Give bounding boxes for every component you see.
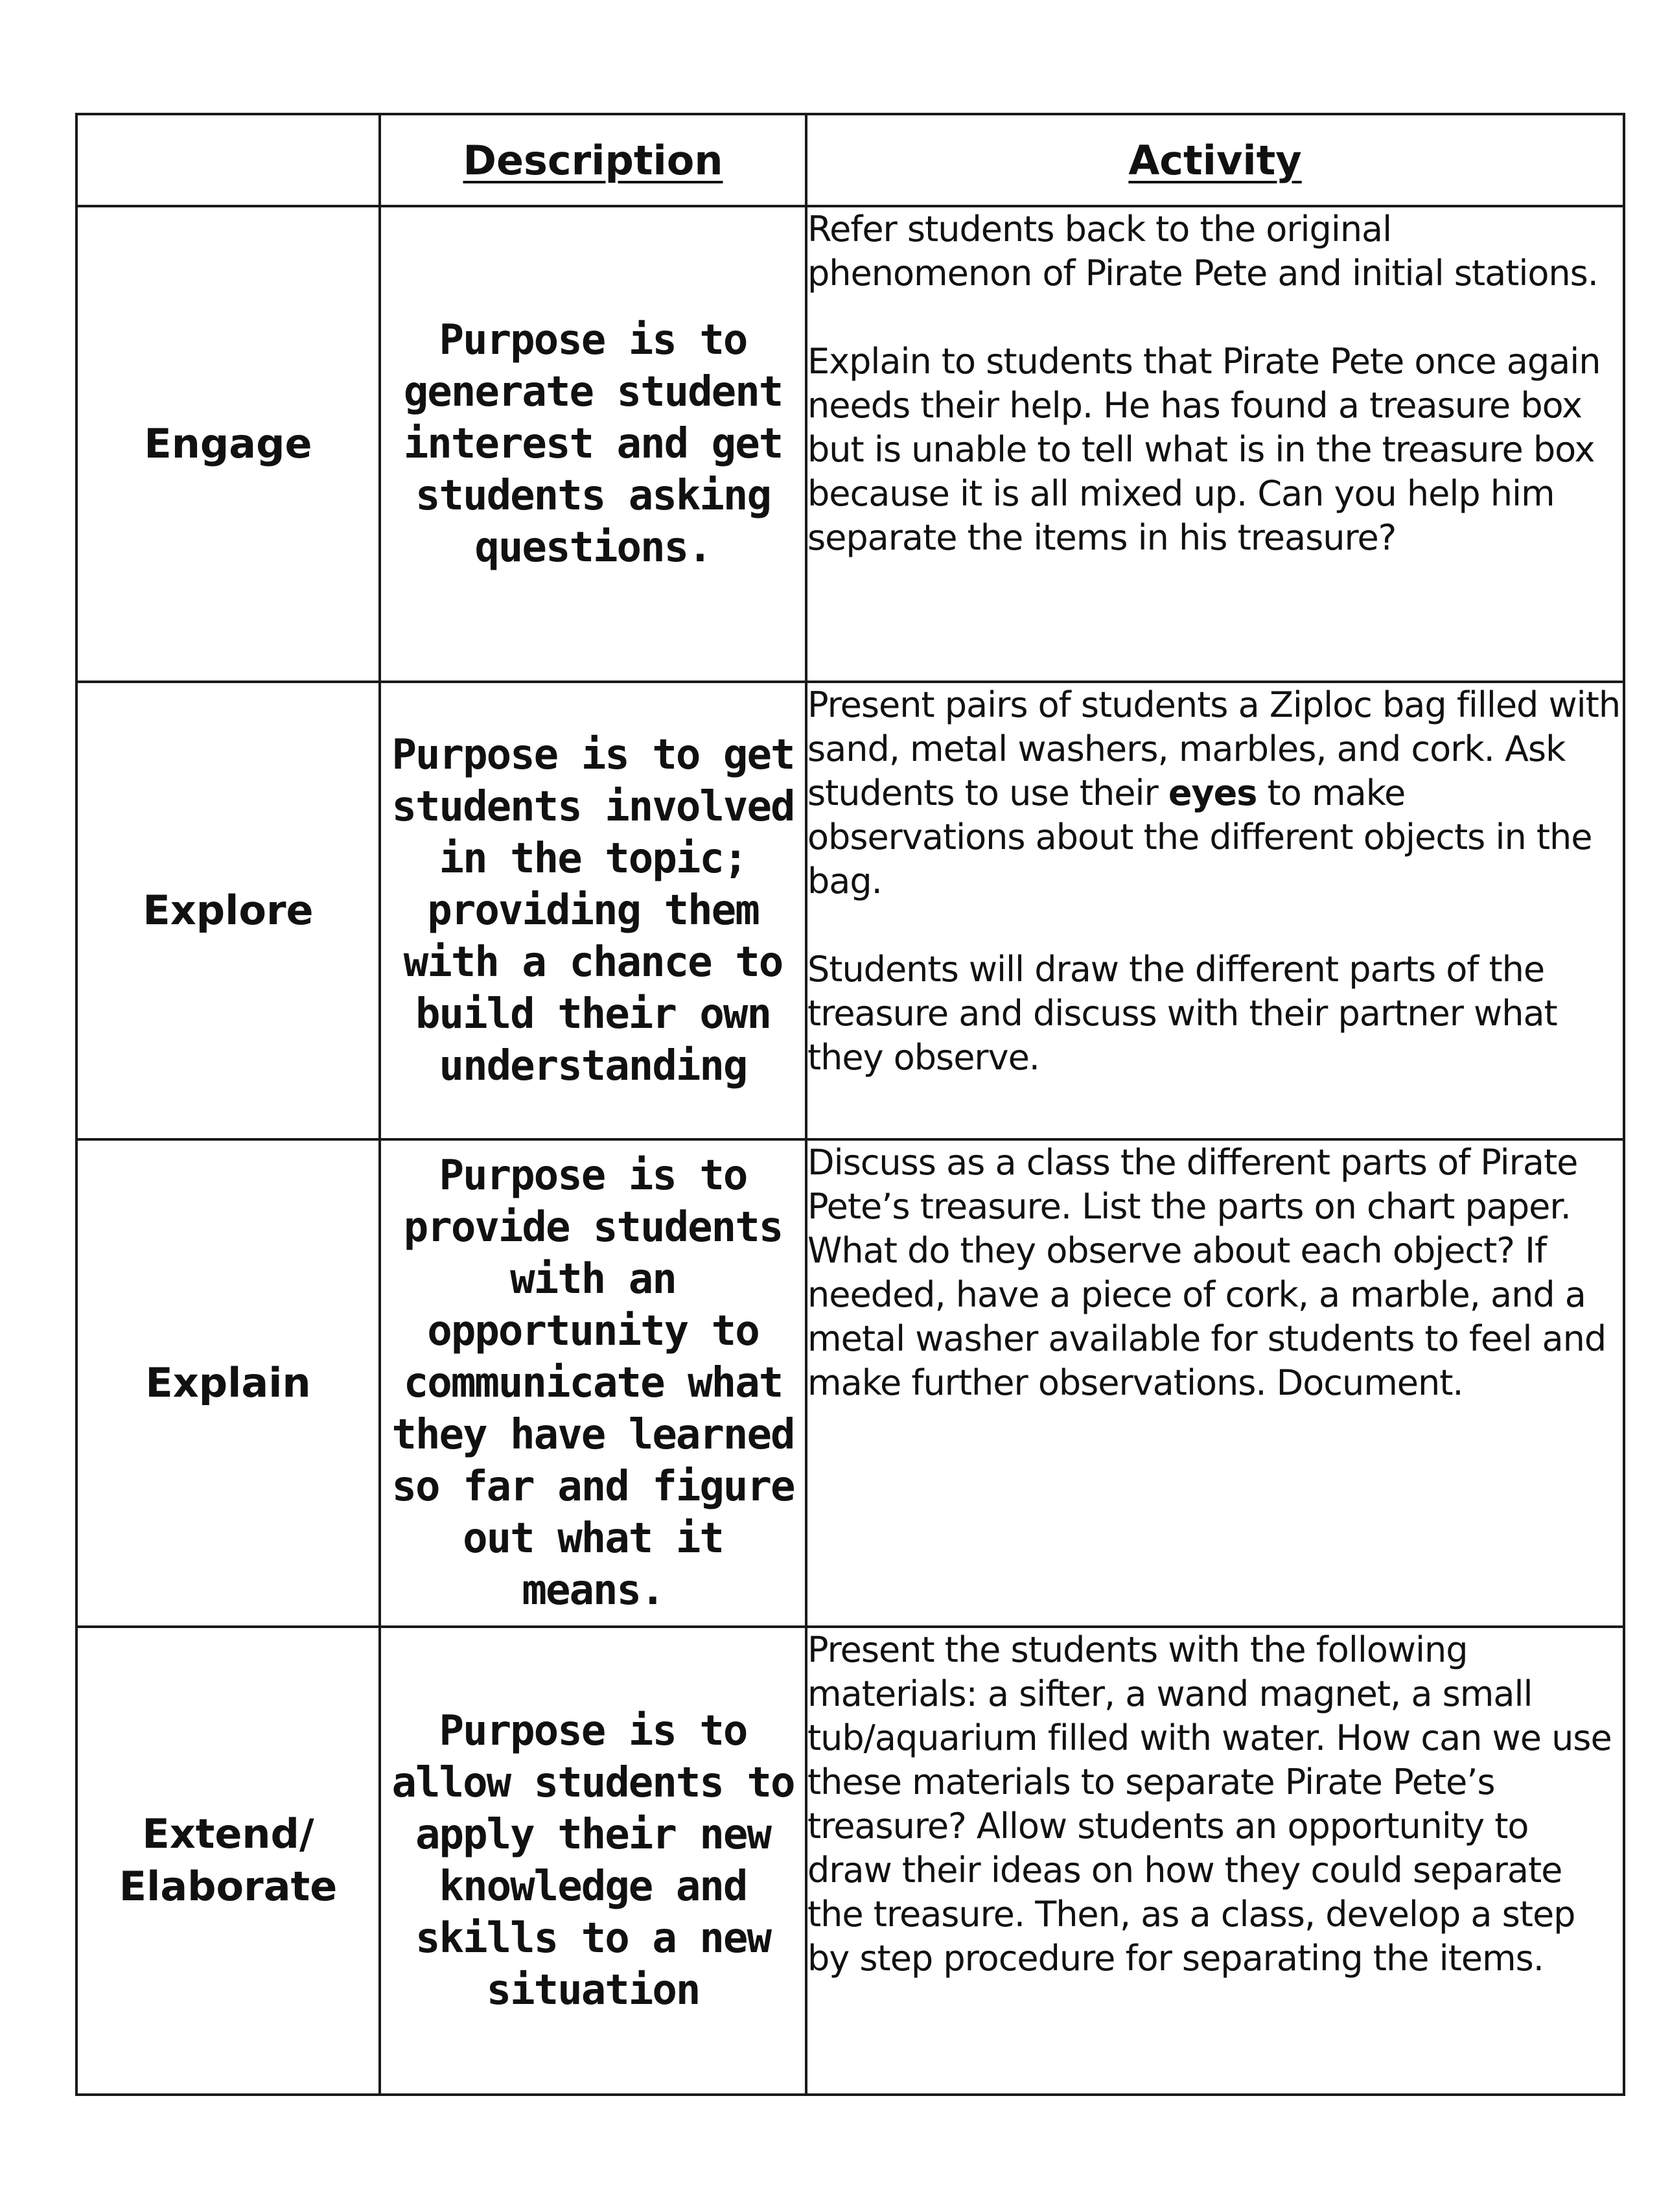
- table-row-explain: [76, 1139, 1624, 1627]
- activity-cell: [806, 1627, 1624, 2095]
- table-row-extend-elaborate: [76, 1627, 1624, 2095]
- activity-paragraph: [807, 683, 1623, 903]
- header-description: Description: [380, 114, 806, 206]
- description-cell: Purpose is to get students involved in the topic; providing them with a chance to build their own understanding: [380, 682, 806, 1139]
- emphasis-eyes: eyes: [1168, 773, 1257, 813]
- activity-paragraph: Explain to students that Pirate Pete once again needs their help. He has found a treasure box but is unable to tell what is in the treasure box because it is all mixed up. Can you help him separate the items in his treasure?: [807, 341, 1601, 558]
- header-row: [76, 114, 1624, 206]
- activity-text: Present pairs of students a Ziploc bag filled with sand, metal washers, marbles, and cork. Ask students to use their: [807, 684, 1621, 813]
- activity-text: to make observations about the different objects in the bag.: [807, 773, 1592, 902]
- activity-paragraph: Refer students back to the original phenomenon of Pirate Pete and initial stations.: [807, 209, 1598, 294]
- description-cell: Purpose is to provide students with an opportunity to communicate what they have learned so far and figure out what it means.: [380, 1139, 806, 1627]
- activity-paragraph: Students will draw the different parts of the treasure and discuss with their partner what they observe.: [807, 949, 1557, 1078]
- activity-cell: [806, 1139, 1624, 1627]
- table-row-engage: [76, 206, 1624, 682]
- table-row-explore: [76, 682, 1624, 1139]
- phase-label: Extend/ Elaborate: [76, 1627, 380, 2095]
- header-activity: Activity: [806, 114, 1624, 206]
- activity-paragraph: Discuss as a class the different parts of Pirate Pete’s treasure. List the parts on chart paper. What do they observe about each object? If needed, have a piece of cork, a marble, and a metal washer available for students to feel and make further observations. Document.: [807, 1142, 1607, 1403]
- phase-label: Explain: [76, 1139, 380, 1627]
- header-blank-cell: [76, 114, 380, 206]
- activity-cell: [806, 206, 1624, 682]
- activity-cell: [806, 682, 1624, 1139]
- phase-label: Engage: [76, 206, 380, 682]
- phase-label: Explore: [76, 682, 380, 1139]
- description-cell: Purpose is to generate student interest and get students asking questions.: [380, 206, 806, 682]
- activity-paragraph: Present the students with the following materials: a sifter, a wand magnet, a small tub/aquarium filled with water. How can we use these materials to separate Pirate Pete’s treasure? Allow students an opportunity to draw their ideas on how they could separate the treasure. Then, as a class, develop a step by step procedure for separating the items.: [807, 1629, 1612, 1979]
- lesson-plan-table: [75, 113, 1625, 2096]
- description-cell: Purpose is to allow students to apply their new knowledge and skills to a new situation: [380, 1627, 806, 2095]
